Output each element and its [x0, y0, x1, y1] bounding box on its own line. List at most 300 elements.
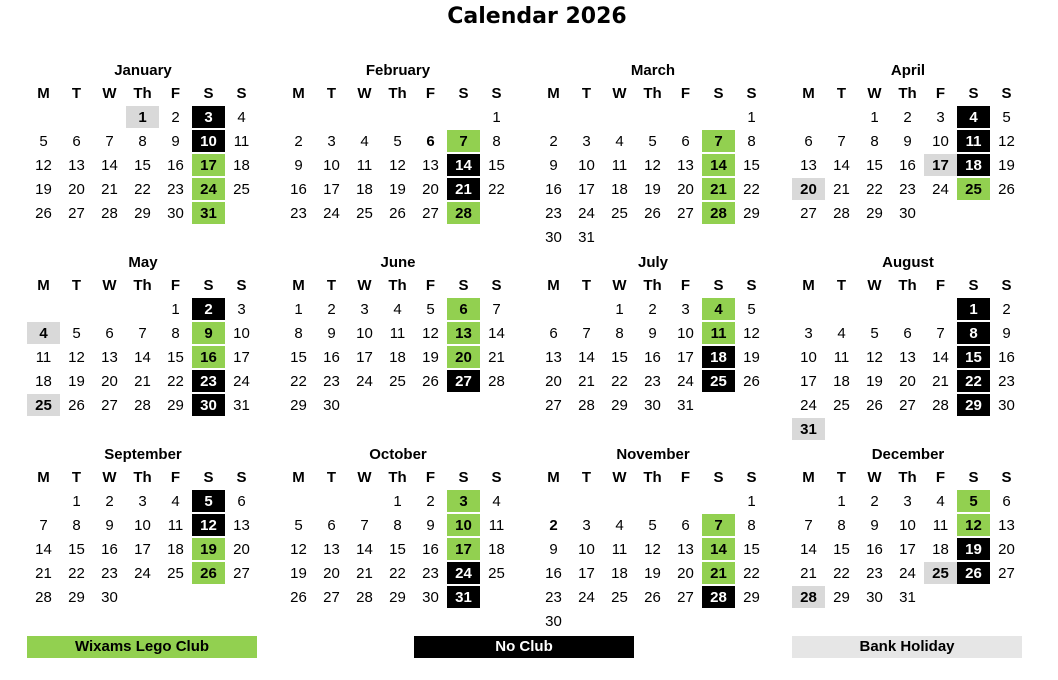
- day-cell: 29: [611, 396, 628, 414]
- day-cell: 5: [747, 300, 756, 318]
- day-cell: 26: [644, 204, 661, 222]
- day-cell: 12: [192, 514, 225, 536]
- empty-cell: [825, 106, 858, 128]
- day-cell: 22: [290, 372, 307, 390]
- day-cell: 25: [957, 178, 990, 200]
- day-cell: 7: [702, 130, 735, 152]
- day-cell: 5: [957, 490, 990, 512]
- day-cell: 27: [800, 204, 817, 222]
- empty-cell: [702, 490, 735, 512]
- day-cell: 1: [957, 298, 990, 320]
- weekday-header: Th: [898, 276, 917, 294]
- day-cell: 20: [101, 372, 118, 390]
- day-cell: 17: [134, 540, 151, 558]
- month-april: [792, 61, 1024, 225]
- day-cell: 3: [804, 324, 813, 342]
- weekday-header: W: [102, 276, 117, 294]
- day-cell: 16: [101, 540, 118, 558]
- day-cell: 6: [549, 324, 558, 342]
- empty-cell: [537, 298, 570, 320]
- weekday-header: F: [935, 276, 946, 294]
- day-cell: 21: [800, 564, 817, 582]
- day-cell: 6: [681, 132, 690, 150]
- day-cell: 13: [677, 156, 694, 174]
- weekday-header: W: [357, 84, 372, 102]
- day-cell: 21: [101, 180, 118, 198]
- weekday-header: S: [236, 84, 247, 102]
- day-cell: 15: [743, 156, 760, 174]
- day-cell: 3: [237, 300, 246, 318]
- day-cell: 24: [800, 396, 817, 414]
- day-cell: 9: [192, 322, 225, 344]
- day-cell: 11: [833, 348, 850, 366]
- day-cell: 24: [356, 372, 373, 390]
- day-cell: 21: [35, 564, 52, 582]
- day-cell: 24: [899, 564, 916, 582]
- day-cell: 10: [134, 516, 151, 534]
- day-cell: 3: [138, 492, 147, 510]
- day-cell: 14: [134, 348, 151, 366]
- weekday-header: T: [326, 84, 337, 102]
- weekday-header: S: [1001, 468, 1012, 486]
- day-cell: 26: [35, 204, 52, 222]
- month-name: September: [104, 446, 182, 463]
- day-cell: 13: [447, 322, 480, 344]
- weekday-header: Th: [643, 468, 662, 486]
- day-cell: 4: [615, 516, 624, 534]
- day-cell: 2: [426, 492, 435, 510]
- day-cell: 30: [323, 396, 340, 414]
- empty-cell: [792, 298, 825, 320]
- weekday-header: W: [612, 84, 627, 102]
- day-cell: 7: [492, 300, 501, 318]
- day-cell: 3: [192, 106, 225, 128]
- empty-cell: [669, 106, 702, 128]
- day-cell: 4: [171, 492, 180, 510]
- day-cell: 9: [105, 516, 114, 534]
- day-cell: 22: [743, 564, 760, 582]
- day-cell: 9: [327, 324, 336, 342]
- day-cell: 26: [957, 562, 990, 584]
- day-cell: 3: [447, 490, 480, 512]
- day-cell: 19: [422, 348, 439, 366]
- day-cell: 13: [998, 516, 1015, 534]
- day-cell: 15: [833, 540, 850, 558]
- day-cell: 28: [101, 204, 118, 222]
- day-cell: 25: [233, 180, 250, 198]
- empty-cell: [603, 106, 636, 128]
- day-cell: 11: [611, 540, 628, 558]
- month-grid: [792, 465, 1024, 609]
- weekday-header: F: [680, 468, 691, 486]
- day-cell: 27: [323, 588, 340, 606]
- day-cell: 26: [743, 372, 760, 390]
- day-cell: 2: [192, 298, 225, 320]
- month-grid: [282, 81, 514, 225]
- day-cell: 23: [545, 204, 562, 222]
- day-cell: 5: [393, 132, 402, 150]
- day-cell: 1: [747, 492, 756, 510]
- day-cell: 30: [998, 396, 1015, 414]
- weekday-header: M: [37, 84, 50, 102]
- day-cell: 8: [747, 132, 756, 150]
- weekday-header: W: [867, 468, 882, 486]
- weekday-header: S: [746, 468, 757, 486]
- day-cell: 10: [932, 132, 949, 150]
- day-cell: 11: [932, 516, 949, 534]
- day-cell: 13: [68, 156, 85, 174]
- day-cell: 20: [677, 180, 694, 198]
- month-name: August: [882, 254, 934, 271]
- weekday-header: F: [425, 468, 436, 486]
- day-cell: 22: [743, 180, 760, 198]
- day-cell: 17: [356, 348, 373, 366]
- day-cell: 22: [866, 180, 883, 198]
- day-cell: 4: [957, 106, 990, 128]
- day-cell: 9: [648, 324, 657, 342]
- month-name: April: [890, 62, 926, 79]
- day-cell: 7: [360, 516, 369, 534]
- day-cell: 27: [899, 396, 916, 414]
- day-cell: 9: [294, 156, 303, 174]
- day-cell: 30: [899, 204, 916, 222]
- day-cell: 26: [68, 396, 85, 414]
- day-cell: 6: [1002, 492, 1011, 510]
- empty-cell: [537, 106, 570, 128]
- empty-cell: [315, 106, 348, 128]
- day-cell: 5: [72, 324, 81, 342]
- day-cell: 10: [192, 130, 225, 152]
- day-cell: 23: [545, 588, 562, 606]
- day-cell: 10: [356, 324, 373, 342]
- day-cell: 14: [702, 154, 735, 176]
- day-cell: 20: [68, 180, 85, 198]
- day-cell: 15: [743, 540, 760, 558]
- day-cell: 12: [389, 156, 406, 174]
- day-cell: 1: [492, 108, 501, 126]
- day-cell: 26: [422, 372, 439, 390]
- day-cell: 8: [138, 132, 147, 150]
- day-cell: 16: [866, 540, 883, 558]
- day-cell: 18: [611, 180, 628, 198]
- empty-cell: [381, 106, 414, 128]
- day-cell: 18: [833, 372, 850, 390]
- day-cell: 22: [611, 372, 628, 390]
- day-cell: 23: [899, 180, 916, 198]
- weekday-header: M: [802, 276, 815, 294]
- empty-cell: [27, 298, 60, 320]
- day-cell: 10: [447, 514, 480, 536]
- day-cell: 20: [323, 564, 340, 582]
- day-cell: 26: [866, 396, 883, 414]
- day-cell: 11: [35, 348, 52, 366]
- day-cell: 9: [903, 132, 912, 150]
- day-cell: 28: [134, 396, 151, 414]
- month-name: March: [630, 62, 676, 79]
- month-name: May: [128, 254, 158, 271]
- empty-cell: [792, 106, 825, 128]
- day-cell: 25: [611, 588, 628, 606]
- empty-cell: [792, 490, 825, 512]
- day-cell: 28: [447, 202, 480, 224]
- day-cell: 12: [743, 324, 760, 342]
- weekday-header: Th: [133, 468, 152, 486]
- empty-cell: [27, 490, 60, 512]
- day-cell: 7: [39, 516, 48, 534]
- weekday-header: M: [802, 468, 815, 486]
- day-cell: 25: [356, 204, 373, 222]
- empty-cell: [93, 298, 126, 320]
- day-cell: 5: [648, 516, 657, 534]
- day-cell: 18: [702, 346, 735, 368]
- day-cell: 24: [447, 562, 480, 584]
- day-cell: 27: [422, 204, 439, 222]
- day-cell: 2: [294, 132, 303, 150]
- day-cell: 28: [702, 202, 735, 224]
- day-cell: 31: [192, 202, 225, 224]
- day-cell: 19: [866, 372, 883, 390]
- day-cell: 18: [167, 540, 184, 558]
- weekday-header: T: [581, 468, 592, 486]
- day-cell: 23: [323, 372, 340, 390]
- day-cell: 23: [167, 180, 184, 198]
- day-cell: 30: [422, 588, 439, 606]
- day-cell: 23: [644, 372, 661, 390]
- month-name: October: [369, 446, 427, 463]
- day-cell: 3: [681, 300, 690, 318]
- empty-cell: [924, 298, 957, 320]
- day-cell: 8: [294, 324, 303, 342]
- day-cell: 29: [743, 588, 760, 606]
- day-cell: 30: [101, 588, 118, 606]
- weekday-header: W: [102, 468, 117, 486]
- weekday-header: F: [680, 276, 691, 294]
- month-august: [792, 253, 1024, 441]
- weekday-header: T: [326, 468, 337, 486]
- day-cell: 2: [105, 492, 114, 510]
- weekday-header: Th: [643, 276, 662, 294]
- day-cell: 6: [426, 132, 435, 150]
- weekday-header: S: [713, 276, 724, 294]
- day-cell: 16: [545, 564, 562, 582]
- month-december: [792, 445, 1024, 609]
- day-cell: 21: [356, 564, 373, 582]
- day-cell: 9: [549, 540, 558, 558]
- day-cell: 18: [932, 540, 949, 558]
- day-cell: 17: [800, 372, 817, 390]
- weekday-header: Th: [133, 84, 152, 102]
- day-cell: 25: [27, 394, 60, 416]
- day-cell: 8: [72, 516, 81, 534]
- day-cell: 24: [677, 372, 694, 390]
- empty-cell: [570, 106, 603, 128]
- day-cell: 13: [899, 348, 916, 366]
- day-cell: 2: [903, 108, 912, 126]
- day-cell: 21: [578, 372, 595, 390]
- day-cell: 8: [747, 516, 756, 534]
- weekday-header: S: [746, 276, 757, 294]
- day-cell: 28: [356, 588, 373, 606]
- day-cell: 31: [792, 418, 825, 440]
- day-cell: 1: [615, 300, 624, 318]
- day-cell: 5: [192, 490, 225, 512]
- day-cell: 3: [903, 492, 912, 510]
- day-cell: 6: [681, 516, 690, 534]
- month-name: July: [637, 254, 668, 271]
- weekday-header: S: [458, 276, 469, 294]
- day-cell: 12: [422, 324, 439, 342]
- month-grid: [27, 81, 259, 225]
- day-cell: 1: [171, 300, 180, 318]
- day-cell: 20: [792, 178, 825, 200]
- day-cell: 9: [549, 156, 558, 174]
- day-cell: 18: [389, 348, 406, 366]
- weekday-header: Th: [388, 84, 407, 102]
- month-name: February: [365, 62, 431, 79]
- weekday-header: S: [491, 468, 502, 486]
- month-february: [282, 61, 514, 225]
- day-cell: 24: [233, 372, 250, 390]
- day-cell: 16: [899, 156, 916, 174]
- day-cell: 5: [39, 132, 48, 150]
- day-cell: 16: [644, 348, 661, 366]
- day-cell: 10: [677, 324, 694, 342]
- day-cell: 19: [35, 180, 52, 198]
- day-cell: 30: [192, 394, 225, 416]
- day-cell: 18: [611, 564, 628, 582]
- day-cell: 14: [702, 538, 735, 560]
- empty-cell: [825, 298, 858, 320]
- day-cell: 25: [702, 370, 735, 392]
- day-cell: 28: [932, 396, 949, 414]
- day-cell: 23: [101, 564, 118, 582]
- month-may: [27, 253, 259, 417]
- day-cell: 11: [702, 322, 735, 344]
- day-cell: 11: [611, 156, 628, 174]
- day-cell: 25: [924, 562, 957, 584]
- month-grid: [27, 465, 259, 609]
- weekday-header: Th: [898, 468, 917, 486]
- month-name: November: [616, 446, 690, 463]
- empty-cell: [60, 298, 93, 320]
- day-cell: 31: [677, 396, 694, 414]
- day-cell: 29: [866, 204, 883, 222]
- day-cell: 20: [422, 180, 439, 198]
- weekday-header: F: [425, 276, 436, 294]
- day-cell: 15: [290, 348, 307, 366]
- day-cell: 29: [68, 588, 85, 606]
- weekday-header: S: [491, 276, 502, 294]
- day-cell: 9: [870, 516, 879, 534]
- day-cell: 15: [68, 540, 85, 558]
- day-cell: 10: [578, 540, 595, 558]
- day-cell: 7: [936, 324, 945, 342]
- weekday-header: S: [713, 84, 724, 102]
- empty-cell: [669, 490, 702, 512]
- day-cell: 25: [833, 396, 850, 414]
- weekday-header: W: [357, 468, 372, 486]
- weekday-header: W: [867, 84, 882, 102]
- day-cell: 3: [582, 132, 591, 150]
- day-cell: 7: [804, 516, 813, 534]
- day-cell: 10: [899, 516, 916, 534]
- empty-cell: [348, 490, 381, 512]
- day-cell: 3: [360, 300, 369, 318]
- day-cell: 6: [327, 516, 336, 534]
- day-cell: 16: [998, 348, 1015, 366]
- weekday-header: F: [170, 84, 181, 102]
- day-cell: 31: [233, 396, 250, 414]
- day-cell: 14: [833, 156, 850, 174]
- day-cell: 13: [545, 348, 562, 366]
- day-cell: 22: [167, 372, 184, 390]
- day-cell: 27: [233, 564, 250, 582]
- day-cell: 1: [870, 108, 879, 126]
- empty-cell: [93, 106, 126, 128]
- month-january: [27, 61, 259, 225]
- weekday-header: M: [292, 468, 305, 486]
- empty-cell: [126, 298, 159, 320]
- day-cell: 8: [393, 516, 402, 534]
- day-cell: 25: [611, 204, 628, 222]
- day-cell: 13: [323, 540, 340, 558]
- day-cell: 15: [957, 346, 990, 368]
- day-cell: 24: [192, 178, 225, 200]
- day-cell: 16: [545, 180, 562, 198]
- day-cell: 27: [998, 564, 1015, 582]
- day-cell: 27: [447, 370, 480, 392]
- weekday-header: S: [968, 276, 979, 294]
- day-cell: 28: [792, 586, 825, 608]
- day-cell: 24: [932, 180, 949, 198]
- weekday-header: S: [203, 468, 214, 486]
- weekday-header: S: [1001, 84, 1012, 102]
- day-cell: 12: [68, 348, 85, 366]
- weekday-header: F: [935, 468, 946, 486]
- day-cell: 31: [447, 586, 480, 608]
- weekday-header: Th: [133, 276, 152, 294]
- weekday-header: S: [236, 276, 247, 294]
- weekday-header: S: [746, 84, 757, 102]
- day-cell: 4: [360, 132, 369, 150]
- day-cell: 2: [327, 300, 336, 318]
- day-cell: 11: [233, 132, 250, 150]
- day-cell: 3: [327, 132, 336, 150]
- day-cell: 20: [447, 346, 480, 368]
- day-cell: 5: [648, 132, 657, 150]
- day-cell: 4: [27, 322, 60, 344]
- day-cell: 5: [294, 516, 303, 534]
- day-cell: 24: [134, 564, 151, 582]
- day-cell: 16: [192, 346, 225, 368]
- legend-club: Wixams Lego Club: [27, 636, 257, 658]
- day-cell: 27: [677, 204, 694, 222]
- day-cell: 17: [578, 564, 595, 582]
- day-cell: 11: [957, 130, 990, 152]
- day-cell: 21: [134, 372, 151, 390]
- legend-no-club: No Club: [414, 636, 634, 658]
- day-cell: 14: [800, 540, 817, 558]
- month-march: [537, 61, 769, 249]
- day-cell: 19: [68, 372, 85, 390]
- day-cell: 11: [167, 516, 184, 534]
- day-cell: 2: [648, 300, 657, 318]
- empty-cell: [27, 106, 60, 128]
- day-cell: 24: [578, 588, 595, 606]
- day-cell: 12: [998, 132, 1015, 150]
- weekday-header: S: [968, 468, 979, 486]
- weekday-header: F: [935, 84, 946, 102]
